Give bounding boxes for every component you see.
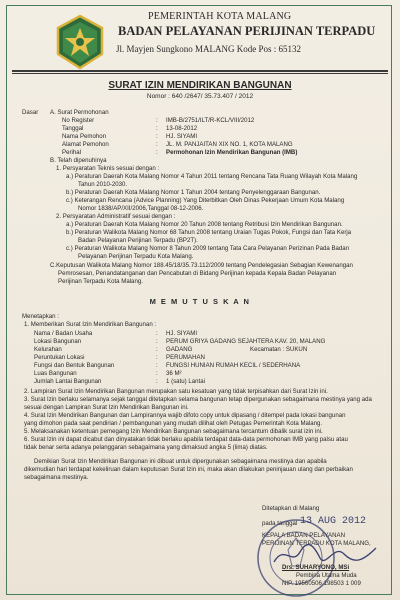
government-name: PEMERINTAH KOTA MALANG xyxy=(148,11,292,22)
field-value-perihal: Permohonan Izin Mendirikan Bangunan (IMB) xyxy=(166,149,298,156)
dasar-b-title: B. Telah dipenuhinya xyxy=(50,157,107,164)
field-value-register: IMB-B/2751/ILT/R-KCL/VIII/2012 xyxy=(166,117,255,124)
colon: : xyxy=(156,338,158,345)
colon: : xyxy=(156,378,158,385)
b1-item: a.) Peraturan Daerah Kota Malang Nomor 4 Tahun 2011 tentang Rencana Tata Ruang Wilayah Kota Malang xyxy=(66,173,358,180)
field-value-alamat: JL. M. PANJAITAN XIX NO. 1, KOTA MALANG xyxy=(166,141,293,148)
decision-item: yang dimohon pada saat pendirian / pembangunan yang mudah dilihat oleh Petugas Pemerintah Kota Malang. xyxy=(24,420,323,427)
permit-value-kelurahan: GADANG xyxy=(166,346,193,353)
permit-label-fungsi: Fungsi dan Bentuk Bangunan xyxy=(34,362,115,369)
colon: : xyxy=(156,346,158,353)
b2-item: Pelayanan Perijinan Terpadu Kota Malang. xyxy=(78,253,194,260)
b2-item: c.) Peraturan Walikota Malang Nomor 8 Tahun 2009 tentang Tata Cara Pelayanan Perizinan Pada Badan xyxy=(66,245,350,252)
letterhead xyxy=(0,8,400,72)
closing-line: Demikian Surat Izin Mendirikan Bangunan ini dibuat untuk dipergunakan sebagaimana mestinya dan apabila xyxy=(34,458,327,465)
field-label-alamat: Alamat Pemohon xyxy=(62,141,109,148)
field-value-tanggal: 13-08-2012 xyxy=(166,125,198,132)
permit-value-nama: HJ. SIYAMI xyxy=(166,330,198,337)
colon: : xyxy=(156,141,158,148)
b1-item: c.) Keterangan Rencana (Advice Planning) Yang Diterbitkan Oleh Dinas Pekerjaan Umum Kota Malang xyxy=(66,197,345,204)
dasar-c-line: Pemrosesan, Penandatanganan dan Pencabutan di Bidang Perijinan kepada Kepala Badan Pelayanan xyxy=(58,270,337,277)
permit-label-peruntukan: Peruntukan Lokasi xyxy=(34,354,85,361)
b1-item: Nomor 1838/AP/XII/2006,Tanggal 08-12-2006. xyxy=(78,205,204,212)
colon: : xyxy=(156,362,158,369)
b2-item: a.) Peraturan Daerah Kota Malang Nomor 20 Tahun 2008 tentang Retribusi Izin Mendirikan Bangunan. xyxy=(66,221,343,228)
decision-item: 3. Surat Izin berlaku selamanya sejak tanggal ditetapkan selama bangunan tetap dipergunakan sebagaimana mestinya yang ada xyxy=(24,396,372,403)
decision-item: 4. Surat Izin Mendirikan Bangunan dan Lampirannya wajib difoto copy untuk dipasang / ditempel pada lokasi bangunan xyxy=(24,412,346,419)
dasar-c-line: Perijinan Terpadu Kota Malang. xyxy=(58,278,143,285)
permit-label-nama: Nama / Badan Usaha xyxy=(34,330,93,337)
field-value-nama-pemohon: HJ. SIYAMI xyxy=(166,133,198,140)
menetapkan-p1: 1. Memberikan Surat Izin Mendirikan Bangunan : xyxy=(24,321,157,328)
colon: : xyxy=(156,370,158,377)
permit-value-lantai: 1 (satu) Lantai xyxy=(166,378,205,385)
signer-nip: NIP. 19560506 198503 1 009 xyxy=(282,580,361,587)
agency-address: Jl. Mayjen Sungkono MALANG Kode Pos : 65132 xyxy=(116,44,302,54)
field-label-register: No Register xyxy=(62,117,95,124)
colon: : xyxy=(156,354,158,361)
issued-at: Ditetapkan di Malang xyxy=(262,505,320,512)
menetapkan-label: Menetapkan : xyxy=(22,313,59,320)
b1-item: Tahun 2010-2030. xyxy=(78,181,128,188)
header-rule-thin xyxy=(12,73,388,74)
signer-role: PERIJINAN TERPADU KOTA MALANG, xyxy=(262,540,371,547)
header-rule-thick xyxy=(12,70,388,72)
permit-kecamatan: Kecamatan : SUKUN xyxy=(250,346,308,353)
decision-item: sesuai dengan Lampiran Surat Izin Mendirikan Bangunan ini. xyxy=(24,404,189,411)
closing-line: sebagaimana mestinya. xyxy=(24,474,89,481)
signer-role: KEPALA BADAN PELAYANAN xyxy=(262,532,345,539)
permit-label-lantai: Jumlah Lantai Bangunan xyxy=(34,378,102,385)
field-label-nama-pemohon: Nama Pemohon xyxy=(62,133,107,140)
dasar-label: Dasar xyxy=(22,109,39,116)
colon: : xyxy=(156,117,158,124)
b2-item: Badan Pelayanan Perijinan Terpadu (BP2T). xyxy=(78,237,198,244)
dasar-c-line: C.Keputusan Walikota Malang Nomor 188.45/18/35.73.112/2009 tentang Pendelegasian Sebagian Kewenangan xyxy=(50,262,353,269)
permit-label-luas: Luas Bangunan xyxy=(34,370,77,377)
permit-value-luas: 36 M² xyxy=(166,370,182,377)
city-emblem-logo xyxy=(54,14,106,70)
permit-value-fungsi: FUNGSI HUNIAN RUMAH KECIL / SEDERHANA xyxy=(166,362,301,369)
decision-item: 6. Surat Izin ini dapat dicabut dan dinyatakan tidak berlaku apabila terdapat data-data permohonan IMB yang palsu atau xyxy=(24,436,348,443)
document-number: Nomor : 640 /2647/ 35.73.407 / 2012 xyxy=(146,93,254,100)
dasar-a-title: A. Surat Permohonan xyxy=(50,109,109,116)
decision-item: tidak benar serta adanya pelanggaran sebagaimana yang dimaksud angka 5 (lima) diatas. xyxy=(24,444,268,451)
b1-title: 1. Persyaratan Teknis sesuai dengan : xyxy=(56,165,160,172)
colon: : xyxy=(156,330,158,337)
agency-name: BADAN PELAYANAN PERIJINAN TERPADU xyxy=(118,24,376,38)
permit-value-peruntukan: PERUMAHAN xyxy=(166,354,205,361)
colon: : xyxy=(156,149,158,156)
b2-title: 2. Persyaratan Administratif sesuai dengan : xyxy=(56,213,176,220)
b2-item: b.) Peraturan Walikota Malang Nomor 68 Tahun 2008 tentang Uraian Tugas Pokok, Fungsi dan Tata Kerja xyxy=(66,229,352,236)
date-stamp: 13 AUG 2012 xyxy=(300,516,367,527)
permit-value-lokasi: PERUM GRIYA GADANG SEJAHTERA KAV. 20, MALANG xyxy=(166,338,326,345)
closing-line: dikemudian hari terdapat kekeliruan dalam keputusan Surat Izin ini, maka akan dilakukan peninjauan ulang dan perbaikan xyxy=(24,466,353,473)
colon: : xyxy=(156,125,158,132)
decision-item: 5. Melaksanakan ketentuan pemegang Izin Mendirikan Bangunan sebagaimana tercantum dibalik surat izin ini. xyxy=(24,428,323,435)
issued-date-label: pada tanggal xyxy=(262,520,298,527)
field-label-perihal: Perihal xyxy=(62,149,81,156)
signer-rank: Pembina Utama Muda xyxy=(296,572,357,579)
document-title: SURAT IZIN MENDIRIKAN BANGUNAN xyxy=(108,80,292,91)
permit-label-kelurahan: Kelurahan xyxy=(34,346,62,353)
permit-label-lokasi: Lokasi Bangunan xyxy=(34,338,82,345)
signer-name: Drs. SUHARYONO, MSi xyxy=(282,564,350,571)
decision-heading: M E M U T U S K A N xyxy=(149,297,251,306)
colon: : xyxy=(156,133,158,140)
b1-item: b.) Peraturan Daerah Kota Malang Nomor 1 Tahun 2004 tentang Penyelenggaraan Bangunan. xyxy=(66,189,321,196)
field-label-tanggal: Tanggal xyxy=(62,125,84,132)
decision-item: 2. Lampiran Surat Izin Mendirikan Bangunan merupakan satu kesatuan yang tidak terpisahkan dari Surat Izin ini. xyxy=(24,388,328,395)
